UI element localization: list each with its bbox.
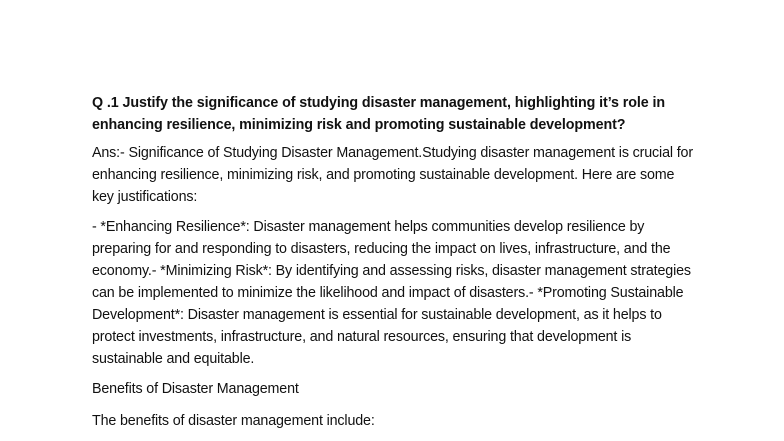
question-heading: Q .1 Justify the significance of studying disaster management, highlighting it’s role in enhancing resilience, minimizing risk and promoting sustainable development? xyxy=(92,95,665,133)
document-body xyxy=(92,92,697,440)
answer-intro-paragraph: Ans:- Significance of Studying Disaster Management.Studying disaster management is crucial for enhancing resilience, minimizing risk, and promoting sustainable development. Here are some key justifications: xyxy=(92,145,693,205)
benefits-intro-paragraph: The benefits of disaster management include: xyxy=(92,413,375,429)
benefits-heading: Benefits of Disaster Management xyxy=(92,381,299,397)
justifications-paragraph: - *Enhancing Resilience*: Disaster management helps communities develop resilience by preparing for and responding to disasters, reducing the impact on lives, infrastructure, and the economy.- *Minimizing Risk*: By identifying and assessing risks, disaster management strategies can be implemented to minimize the likelihood and impact of disasters.- *Promoting Sustainable Development*: Disaster management is essential for sustainable development, as it helps to protect investments, infrastructure, and natural resources, ensuring that development is sustainable and equitable. xyxy=(92,219,691,367)
